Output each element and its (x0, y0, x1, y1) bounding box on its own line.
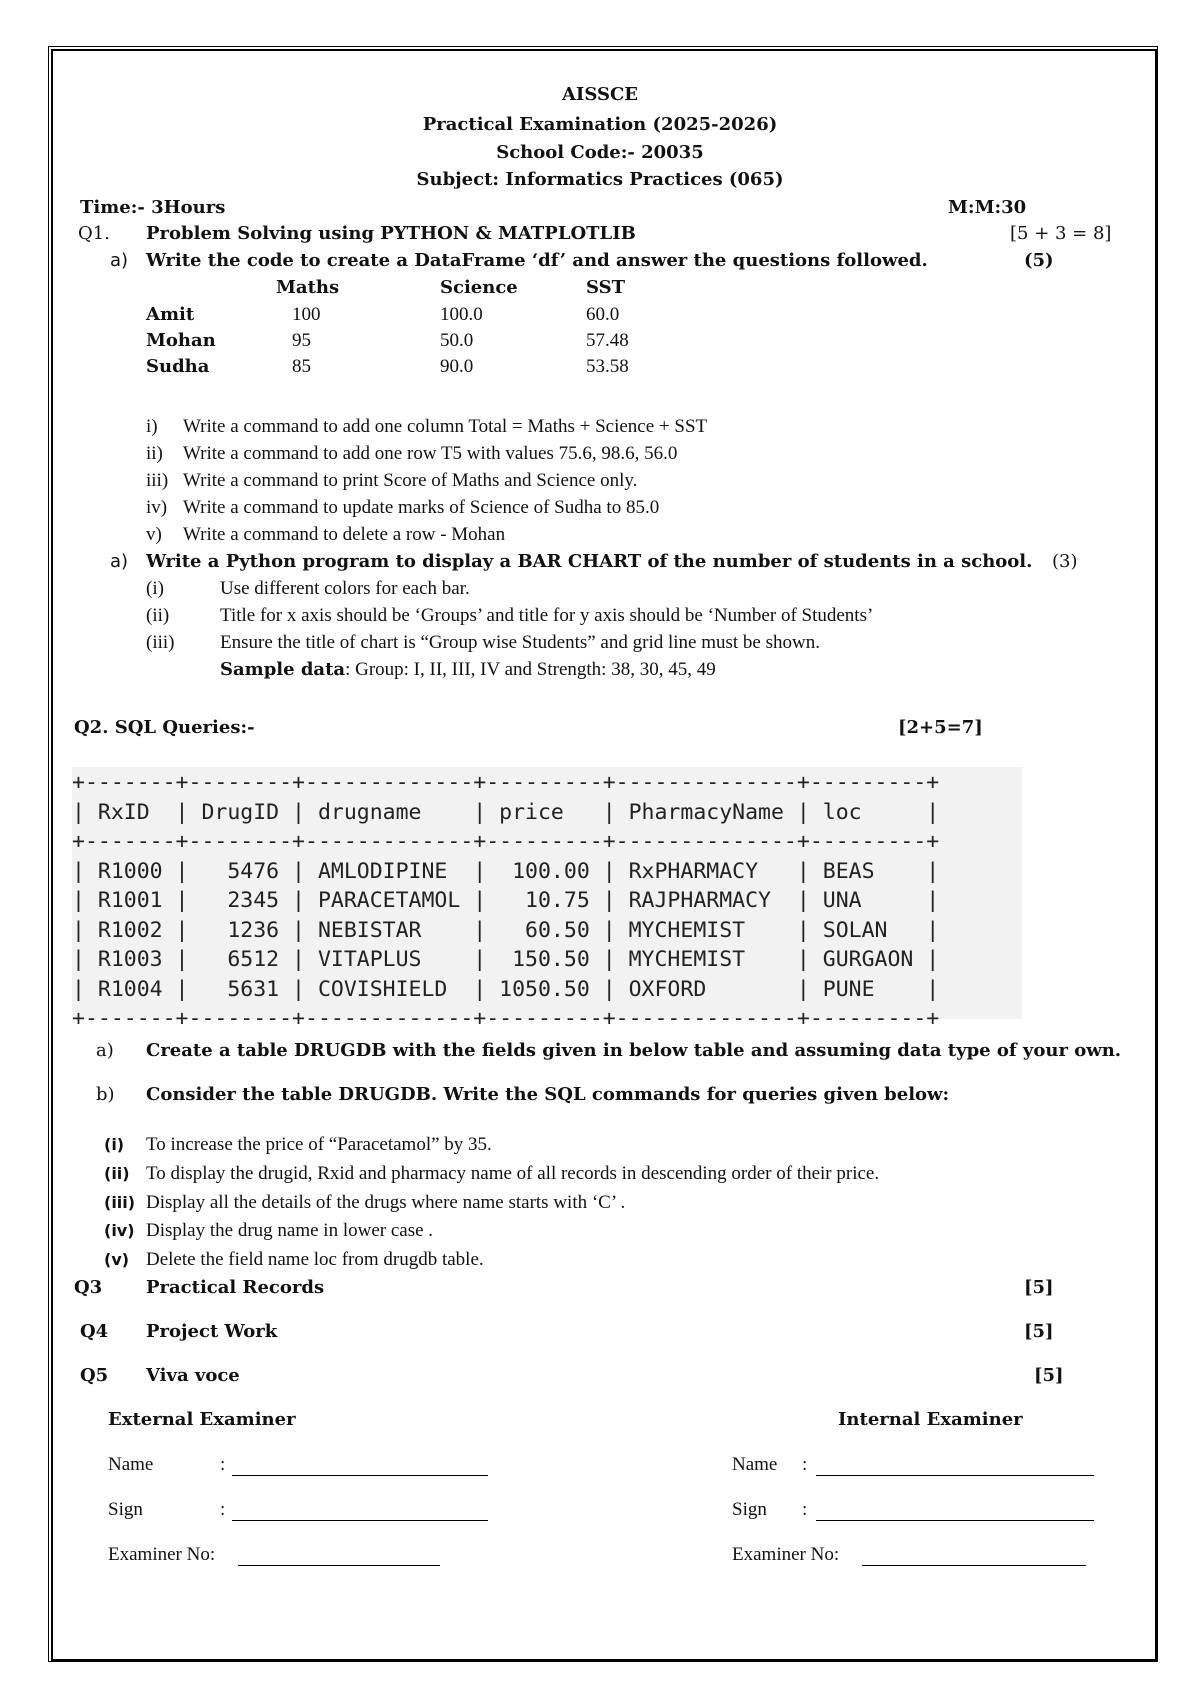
query-text: To increase the price of “Paracetamol” by 35. (146, 1134, 492, 1155)
query-number: (iii) (104, 1193, 136, 1212)
df-cell: 100.0 (440, 304, 483, 325)
df-col-header: Maths (276, 277, 340, 298)
internal-examiner-title: Internal Examiner (838, 1409, 1023, 1430)
query-number: (v) (104, 1250, 130, 1269)
q1a-text: Write the code to create a DataFrame ‘df’ and answer the questions followed. (146, 250, 928, 271)
question-text: Write a command to update marks of Science of Sudha to 85.0 (183, 497, 660, 518)
exam-title: Practical Examination (2025-2026) (422, 114, 778, 135)
question-number: iv) (146, 497, 168, 518)
item-number: (ii) (146, 605, 170, 626)
item-number: (i) (146, 578, 164, 599)
q4-number: Q4 (80, 1321, 109, 1342)
item-number: (iii) (146, 632, 175, 653)
question-text: Write a command to add one column Total = Maths + Science + SST (183, 416, 708, 437)
sign-label: Sign (108, 1499, 143, 1520)
name-label: Name (732, 1454, 778, 1475)
sign-line (816, 1520, 1094, 1521)
df-cell: 53.58 (586, 356, 629, 377)
name-label: Name (108, 1454, 154, 1475)
q1-marks: [5 + 3 = 8] (1010, 223, 1112, 244)
q3-title: Practical Records (146, 1277, 325, 1298)
item-text: Ensure the title of chart is “Group wise Students” and grid line must be shown. (220, 632, 820, 653)
question-text: Write a command to delete a row - Mohan (183, 524, 506, 545)
df-cell: 50.0 (440, 330, 474, 351)
question-number: iii) (146, 470, 169, 491)
subject: Subject: Informatics Practices (065) (416, 169, 784, 190)
sign-line (232, 1520, 488, 1521)
question-text: Write a command to print Score of Maths and Science only. (183, 470, 638, 491)
query-text: Display the drug name in lower case . (146, 1220, 434, 1241)
query-number: (iv) (104, 1221, 135, 1240)
item-text: Title for x axis should be ‘Groups’ and title for y axis should be ‘Number of Students’ (220, 605, 874, 626)
q5-number: Q5 (80, 1365, 109, 1386)
df-col-header: Science (440, 277, 518, 298)
school-code: School Code:- 20035 (496, 142, 704, 163)
q2b-label: b) (96, 1084, 115, 1105)
question-number: v) (146, 524, 162, 545)
external-examiner-title: External Examiner (108, 1409, 296, 1430)
df-col-header: SST (586, 277, 625, 298)
sample-data-text: : Group: I, II, III, IV and Strength: 38, 30, 45, 49 (345, 659, 716, 680)
q1b-text: Write a Python program to display a BAR CHART of the number of students in a school. (146, 551, 1033, 572)
df-row-label: Sudha (146, 356, 210, 377)
q2-marks: [2+5=7] (898, 717, 983, 738)
q1a-marks: (5) (1024, 250, 1054, 271)
sample-data (220, 659, 716, 681)
df-cell: 90.0 (440, 356, 474, 377)
q3-number: Q3 (74, 1277, 103, 1298)
time-label: Time:- 3Hours (80, 197, 226, 218)
sample-data-label: Sample data (220, 659, 346, 680)
q1b-marks: (3) (1052, 551, 1078, 572)
q4-marks: [5] (1024, 1321, 1054, 1342)
q2a-label: a) (96, 1040, 114, 1061)
q1a-label: a) (110, 250, 129, 271)
df-cell: 95 (292, 330, 311, 351)
examiner-number-label: Examiner No: (732, 1544, 840, 1565)
df-cell: 85 (292, 356, 311, 377)
q4-title: Project Work (146, 1321, 278, 1342)
query-text: Display all the details of the drugs where name starts with ‘C’ . (146, 1192, 626, 1213)
colon: : (802, 1454, 808, 1475)
q1b-label: a) (110, 551, 129, 572)
q2a-text: Create a table DRUGDB with the fields given in below table and assuming data type of your own. (146, 1040, 1122, 1061)
sql-result-table: +-------+--------+-------------+---------+--------------+---------+ | RxID | DrugID | drugname | price | PharmacyName | loc | +-------+--------+-------------+---------+--------------+---------+ | R1000 | 5476 | AMLODIPINE | 100.00 | RxPHARMACY | BEAS | | R1001 | 2345 | PARACETAMOL | 10.75 | RAJPHARMACY | UNA | | R1002 | 1236 | NEBISTAR | 60.50 | MYCHEMIST | SOLAN | | R1003 | 6512 | VITAPLUS | 150.50 | MYCHEMIST | GURGAON | | R1004 | 5631 | COVISHIELD | 1050.50 | OXFORD | PUNE | +-------+--------+-------------+---------+--------------+---------+ (72, 770, 940, 1031)
df-row-label: Amit (146, 304, 195, 325)
q2b-text: Consider the table DRUGDB. Write the SQL commands for queries given below: (146, 1084, 950, 1105)
sign-label: Sign (732, 1499, 767, 1520)
q1-title: Problem Solving using PYTHON & MATPLOTLIB (146, 223, 636, 244)
df-cell: 100 (292, 304, 321, 325)
q2-title: Q2. SQL Queries:- (74, 717, 255, 738)
examiner-number-label: Examiner No: (108, 1544, 216, 1565)
query-number: (i) (104, 1135, 125, 1154)
colon: : (220, 1454, 226, 1475)
name-line (232, 1475, 488, 1476)
df-cell: 60.0 (586, 304, 620, 325)
q5-title: Viva voce (146, 1365, 240, 1386)
question-number: ii) (146, 443, 163, 464)
query-text: To display the drugid, Rxid and pharmacy name of all records in descending order of their price. (146, 1163, 880, 1184)
examiner-number-line (238, 1565, 440, 1566)
q3-marks: [5] (1024, 1277, 1054, 1298)
examiner-number-line (862, 1565, 1086, 1566)
question-text: Write a command to add one row T5 with values 75.6, 98.6, 56.0 (183, 443, 678, 464)
exam-name: AISSCE (561, 84, 639, 105)
query-text: Delete the field name loc from drugdb table. (146, 1249, 484, 1270)
q1-number: Q1. (78, 223, 110, 244)
df-cell: 57.48 (586, 330, 629, 351)
name-line (816, 1475, 1094, 1476)
colon: : (802, 1499, 808, 1520)
query-number: (ii) (104, 1164, 130, 1183)
item-text: Use different colors for each bar. (220, 578, 470, 599)
df-row-label: Mohan (146, 330, 216, 351)
question-number: i) (146, 416, 158, 437)
colon: : (220, 1499, 226, 1520)
q5-marks: [5] (1034, 1365, 1064, 1386)
max-marks: M:M:30 (948, 197, 1027, 218)
